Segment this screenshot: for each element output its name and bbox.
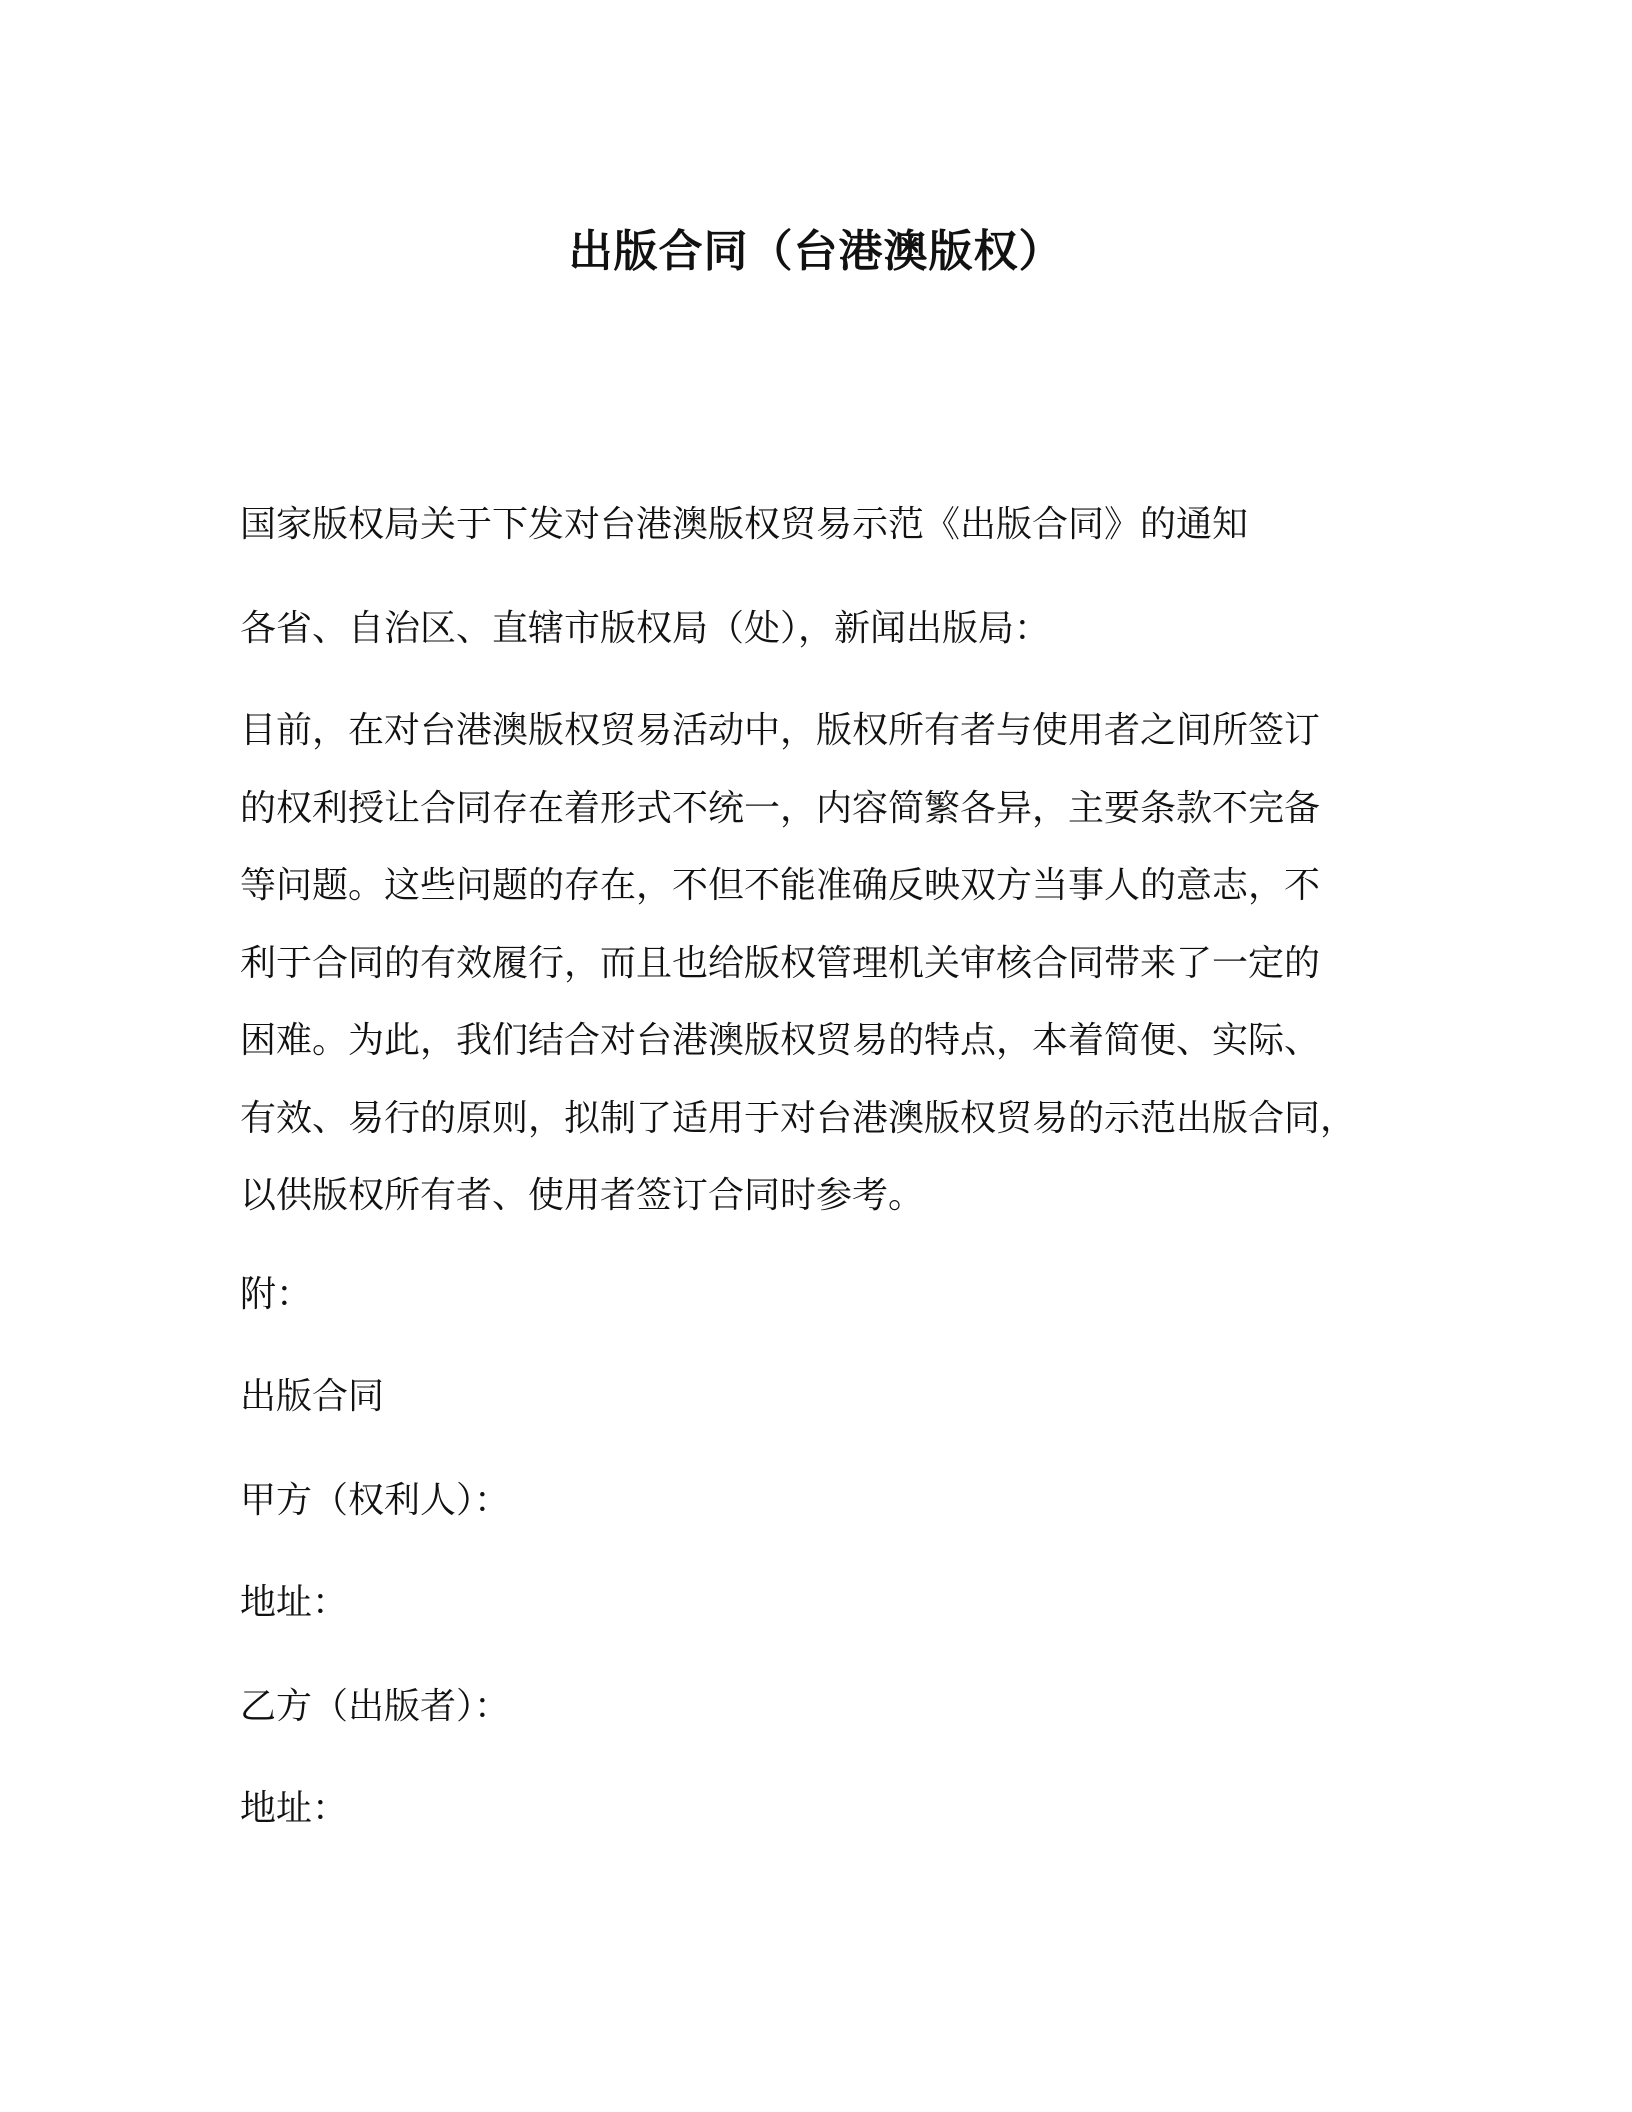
- party-b-address-field: 地址：: [240, 1788, 349, 1829]
- salutation: 各省、自治区、直辖市版权局（处），新闻出版局：: [240, 608, 1051, 649]
- party-a-field: 甲方（权利人）：: [240, 1480, 511, 1521]
- body-line: 以供版权所有者、使用者签订合同时参考。: [240, 1175, 925, 1216]
- attachment-label: 附：: [240, 1274, 313, 1315]
- body-paragraph: [240, 692, 1400, 1235]
- body-line: 利于合同的有效履行，而且也给版权管理机关审核合同带来了一定的: [240, 942, 1321, 984]
- document-title: 出版合同（台港澳版权）: [568, 226, 1064, 277]
- body-line: 有效、易行的原则，拟制了适用于对台港澳版权贸易的示范出版合同，: [240, 1097, 1357, 1139]
- notice-heading: 国家版权局关于下发对台港澳版权贸易示范《出版合同》的通知: [240, 504, 1249, 545]
- body-line: 目前，在对台港澳版权贸易活动中，版权所有者与使用者之间所签订: [240, 710, 1321, 751]
- party-b-field: 乙方（出版者）：: [240, 1686, 511, 1727]
- party-a-address-field: 地址：: [240, 1582, 349, 1623]
- body-line: 困难。为此，我们结合对台港澳版权贸易的特点，本着简便、实际、: [240, 1020, 1321, 1061]
- contract-title: 出版合同: [240, 1376, 385, 1417]
- body-line: 等问题。这些问题的存在，不但不能准确反映双方当事人的意志，不: [240, 865, 1321, 906]
- body-line: 的权利授让合同存在着形式不统一，内容简繁各异，主要条款不完备: [240, 787, 1321, 829]
